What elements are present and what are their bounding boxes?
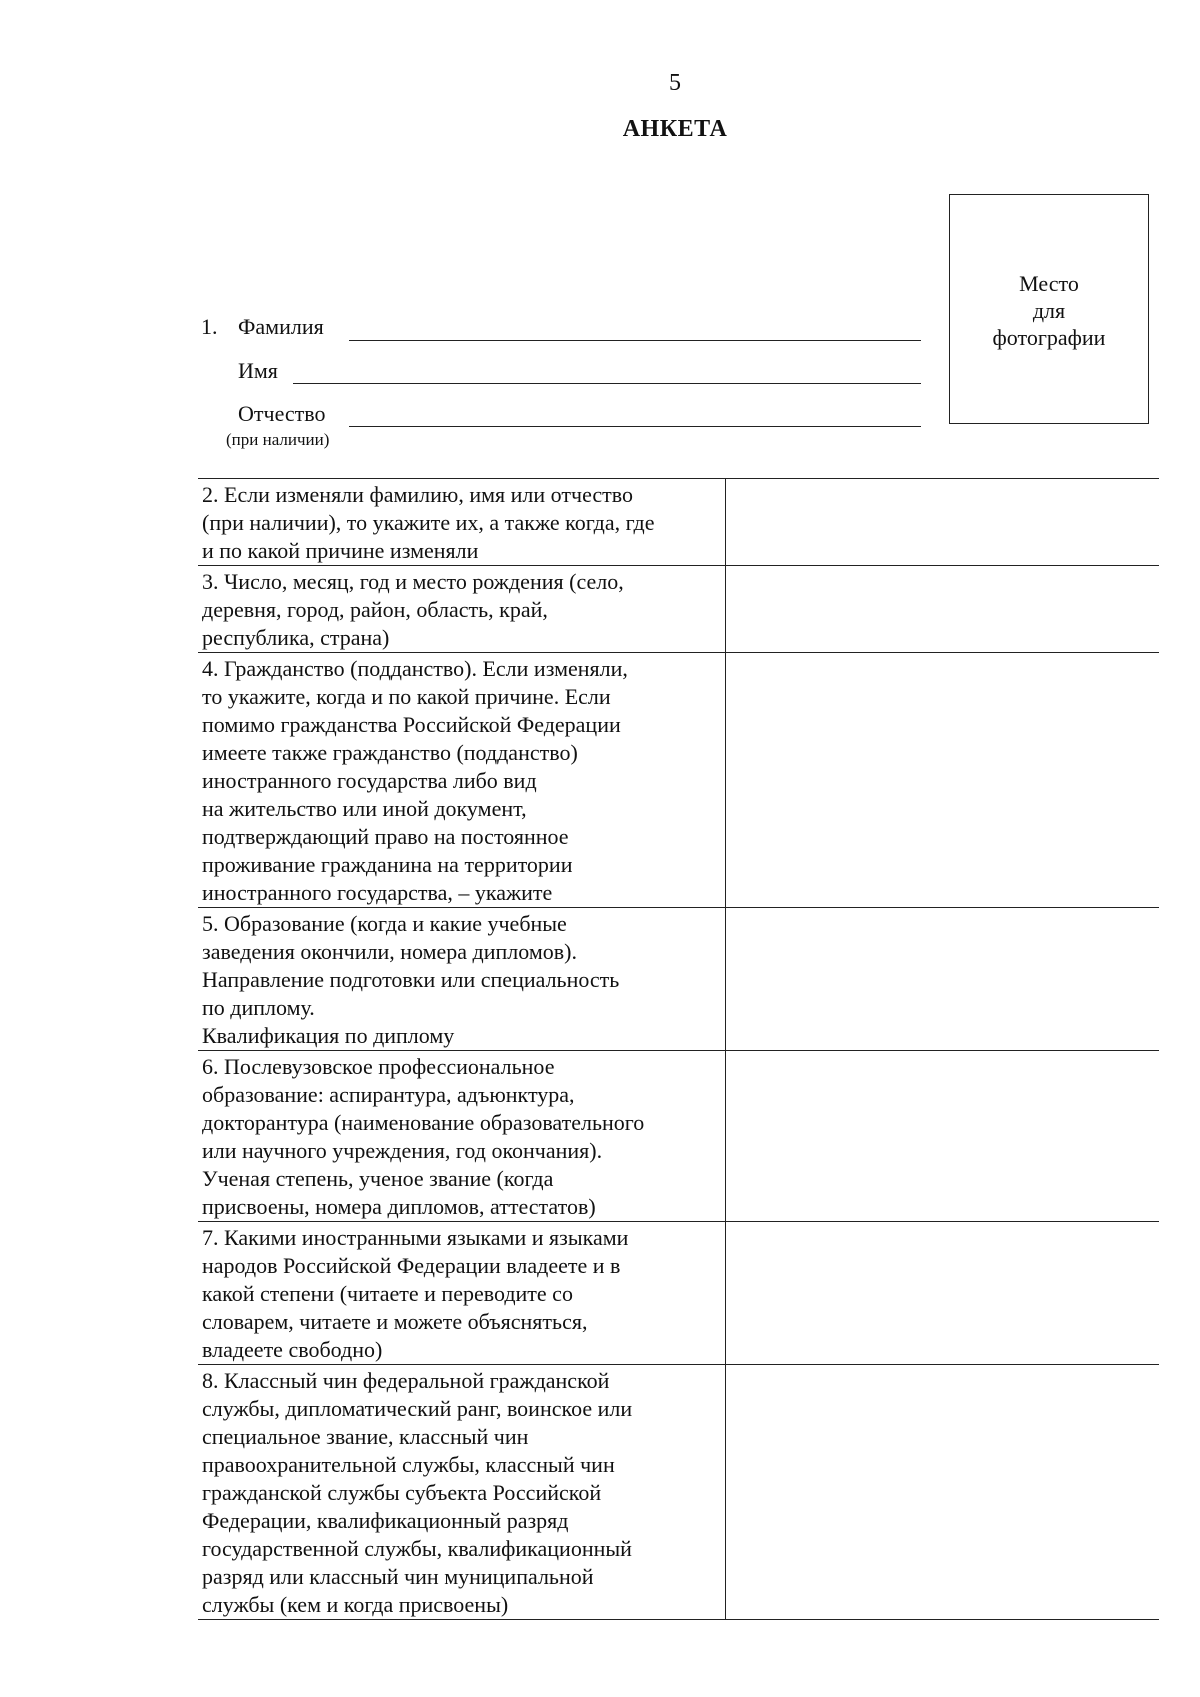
question-cell: 4. Гражданство (подданство). Если изменяли, то укажите, когда и по какой причине. Если помимо гражданства Российской Федерации имеете также гражданство (подданство) иностранного государства либо вид на жительство или иной документ, подтверждающий право на постоянное проживание гражданина на территории иностранного государства, – укажите bbox=[198, 653, 726, 908]
answer-cell[interactable] bbox=[726, 479, 1160, 566]
table-row bbox=[198, 1051, 1159, 1222]
questionnaire-table bbox=[198, 478, 1159, 1620]
surname-field[interactable] bbox=[349, 340, 921, 341]
page-title: АНКЕТА bbox=[622, 116, 728, 142]
photo-placeholder bbox=[949, 194, 1149, 424]
question-cell: 6. Послевузовское профессиональное образование: аспирантура, адъюнктура, докторантура (наименование образовательного или научного учреждения, год окончания). Ученая степень, ученое звание (когда присвоены, номера дипломов, аттестатов) bbox=[198, 1051, 726, 1222]
photo-label-line2: для bbox=[1032, 298, 1066, 323]
page-number: 5 bbox=[669, 70, 681, 96]
answer-cell[interactable] bbox=[726, 653, 1160, 908]
table-row bbox=[198, 653, 1159, 908]
patronymic-label: Отчество bbox=[238, 401, 326, 426]
name-label: Имя bbox=[238, 358, 278, 383]
table-row bbox=[198, 1365, 1159, 1620]
surname-label: Фамилия bbox=[238, 314, 324, 339]
photo-label-line3: фотографии bbox=[992, 325, 1106, 350]
question-cell: 8. Классный чин федеральной гражданской службы, дипломатический ранг, воинское или специальное звание, классный чин правоохранительной службы, классный чин гражданской службы субъекта Российской Федерации, квалификационный разряд государственной службы, квалификационный разряд или классный чин муниципальной службы (кем и когда присвоены) bbox=[198, 1365, 726, 1620]
question-cell: 5. Образование (когда и какие учебные заведения окончили, номера дипломов). Направление подготовки или специальность по диплому. Квалификация по диплому bbox=[198, 908, 726, 1051]
patronymic-note: (при наличии) bbox=[226, 430, 330, 449]
question-cell: 3. Число, месяц, год и место рождения (село, деревня, город, район, область, край, республика, страна) bbox=[198, 566, 726, 653]
question-cell: 7. Какими иностранными языками и языками народов Российской Федерации владеете и в какой степени (читаете и переводите со словарем, читаете и можете объясняться, владеете свободно) bbox=[198, 1222, 726, 1365]
table-row bbox=[198, 1222, 1159, 1365]
answer-cell[interactable] bbox=[726, 566, 1160, 653]
answer-cell[interactable] bbox=[726, 1051, 1160, 1222]
answer-cell[interactable] bbox=[726, 1365, 1160, 1620]
answer-cell[interactable] bbox=[726, 908, 1160, 1051]
question-cell: 2. Если изменяли фамилию, имя или отчество (при наличии), то укажите их, а также когда, где и по какой причине изменяли bbox=[198, 479, 726, 566]
table-row bbox=[198, 908, 1159, 1051]
item-number-1: 1. bbox=[201, 314, 218, 339]
table-row bbox=[198, 479, 1159, 566]
patronymic-field[interactable] bbox=[349, 426, 921, 427]
photo-label-line1: Место bbox=[1019, 271, 1079, 296]
answer-cell[interactable] bbox=[726, 1222, 1160, 1365]
name-field[interactable] bbox=[293, 383, 921, 384]
table-row bbox=[198, 566, 1159, 653]
